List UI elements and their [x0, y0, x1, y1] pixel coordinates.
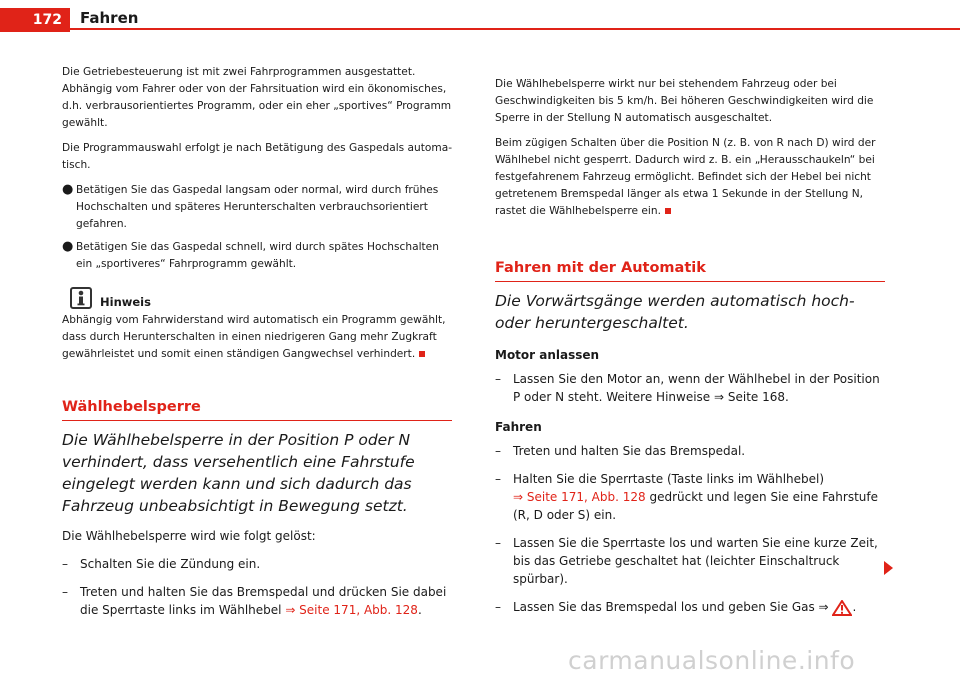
bullet-icon: ●: [62, 239, 74, 254]
step-text: Schalten Sie die Zündung ein.: [80, 557, 261, 571]
note-label: Hinweis: [100, 295, 151, 309]
section-lead: Die Wählhebelsperre in der Position P oder N verhindert, dass versehentlich eine Fahrstufe eingelegt werden kann und sich dadurch das Fahrzeug unbeabsichtigt in Bewegung setzt.: [62, 431, 415, 515]
step-text: Treten und halten Sie das Bremspedal.: [513, 444, 746, 458]
paragraph: Die Wählhebelsperre wird wie folgt gelöst:: [62, 529, 316, 543]
paragraph: Beim zügigen Schalten über die Position N (z. B. von R nach D) wird der Wählhebel nicht gesperrt. Dadurch wird z. B. ein „Herausschaukeln“ bei festgefahrenem Fahrzeug ermöglicht. Befindet sich der Hebel bei nicht getretenem Bremspedal länger als etwa 1 Sekunde in der Stellung N, rastet die Wählhebelsperre ein.: [495, 137, 876, 217]
step-item: – Lassen Sie das Bremspedal los und geben Sie Gas ⇒ .: [495, 600, 857, 614]
step-item: – Schalten Sie die Zündung ein.: [62, 557, 261, 571]
note-text: Abhängig vom Fahrwiderstand wird automatisch ein Programm gewählt, dass durch Herunterschalten in einen niedrigeren Gang mehr Zugkraft gewährleistet und somit einen ständigen Gangwechsel verhindert.: [62, 314, 446, 360]
paragraph: Die Programmauswahl erfolgt je nach Betätigung des Gaspedals automatisch.: [62, 142, 453, 171]
header-rule: [0, 28, 960, 30]
step-text: Treten und halten Sie das Bremspedal und drücken Sie dabei die Sperrtaste links im Wählhebel ⇒ Seite 171, Abb. 128.: [80, 585, 447, 617]
left-column: [62, 64, 455, 629]
bullet-icon: ●: [62, 182, 74, 197]
page-number: 172: [0, 8, 70, 32]
step-item: – Halten Sie die Sperrtaste (Taste links im Wählhebel) ⇒ Seite 171, Abb. 128 gedrückt und legen Sie eine Fahrstufe (R, D oder S) ein.: [495, 470, 888, 524]
section-lead: Die Vorwärtsgänge werden automatisch hoch- oder heruntergeschaltet.: [495, 292, 855, 332]
note-header: [62, 287, 455, 309]
step-text: Halten Sie die Sperrtaste (Taste links im Wählhebel) ⇒ Seite 171, Abb. 128 gedrückt und legen Sie eine Fahrstufe (R, D oder S) ein.: [513, 472, 878, 522]
warning-icon[interactable]: [832, 600, 852, 616]
page-reference-link[interactable]: ⇒ Seite 171, Abb. 128: [285, 603, 418, 617]
section-title: Wählhebelsperre: [62, 399, 452, 421]
paragraph: Die Wählhebelsperre wirkt nur bei stehendem Fahrzeug oder bei Geschwindigkeiten bis 5 km/h. Bei höheren Geschwindigkeiten wird die Sperre in der Stellung N automatisch ausgeschaltet.: [495, 78, 874, 124]
page-reference-link[interactable]: ⇒ Seite 171, Abb. 128: [513, 490, 646, 504]
bullet-text: Betätigen Sie das Gaspedal langsam oder normal, wird durch frühes Hochschalten und späteres Herunterschalten verbrauchsorientiert gefahren.: [76, 184, 439, 230]
section-title: Fahren mit der Automatik: [495, 260, 885, 282]
bullet-item: [62, 182, 455, 233]
step-item: – Lassen Sie die Sperrtaste los und warten Sie eine kurze Zeit, bis das Getriebe geschaltet hat (leichter Einschaltruck spürbar).: [495, 534, 888, 588]
chapter-title: Fahren: [80, 9, 139, 27]
step-text: Lassen Sie das Bremspedal los und geben Sie Gas ⇒ .: [513, 600, 857, 614]
right-column: [495, 76, 888, 626]
page-header: [0, 0, 960, 36]
end-square-icon: [419, 351, 425, 357]
step-item: – Lassen Sie den Motor an, wenn der Wählhebel in der Position P oder N steht. Weitere Hinweise ⇒ Seite 168.: [495, 370, 888, 406]
step-item: – Treten und halten Sie das Bremspedal.: [495, 444, 746, 458]
end-square-icon: [665, 208, 671, 214]
paragraph: Die Getriebesteuerung ist mit zwei Fahrprogrammen ausgestattet. Abhängig vom Fahrer oder von der Fahrsituation wird ein ökonomisches, d.h. verbrausorientiertes Programm, oder ein eher „sportives“ Programm gewählt.: [62, 66, 452, 129]
bullet-item: [62, 239, 455, 273]
step-text: Lassen Sie die Sperrtaste los und warten Sie eine kurze Zeit, bis das Getriebe geschaltet hat (leichter Einschaltruck spürbar).: [513, 536, 878, 586]
subheading: Fahren: [495, 420, 542, 434]
step-text: Lassen Sie den Motor an, wenn der Wählhebel in der Position P oder N steht. Weitere Hinweise ⇒ Seite 168.: [513, 372, 880, 404]
watermark: carmanualsonline.info: [568, 646, 856, 675]
info-icon: [70, 287, 92, 309]
continue-arrow-icon: [884, 561, 893, 575]
subheading: Motor anlassen: [495, 348, 600, 362]
bullet-text: Betätigen Sie das Gaspedal schnell, wird durch spätes Hochschalten ein „sportiveres“ Fahrprogramm gewählt.: [76, 241, 439, 270]
step-item: – Treten und halten Sie das Bremspedal und drücken Sie dabei die Sperrtaste links im Wählhebel ⇒ Seite 171, Abb. 128.: [62, 583, 455, 619]
